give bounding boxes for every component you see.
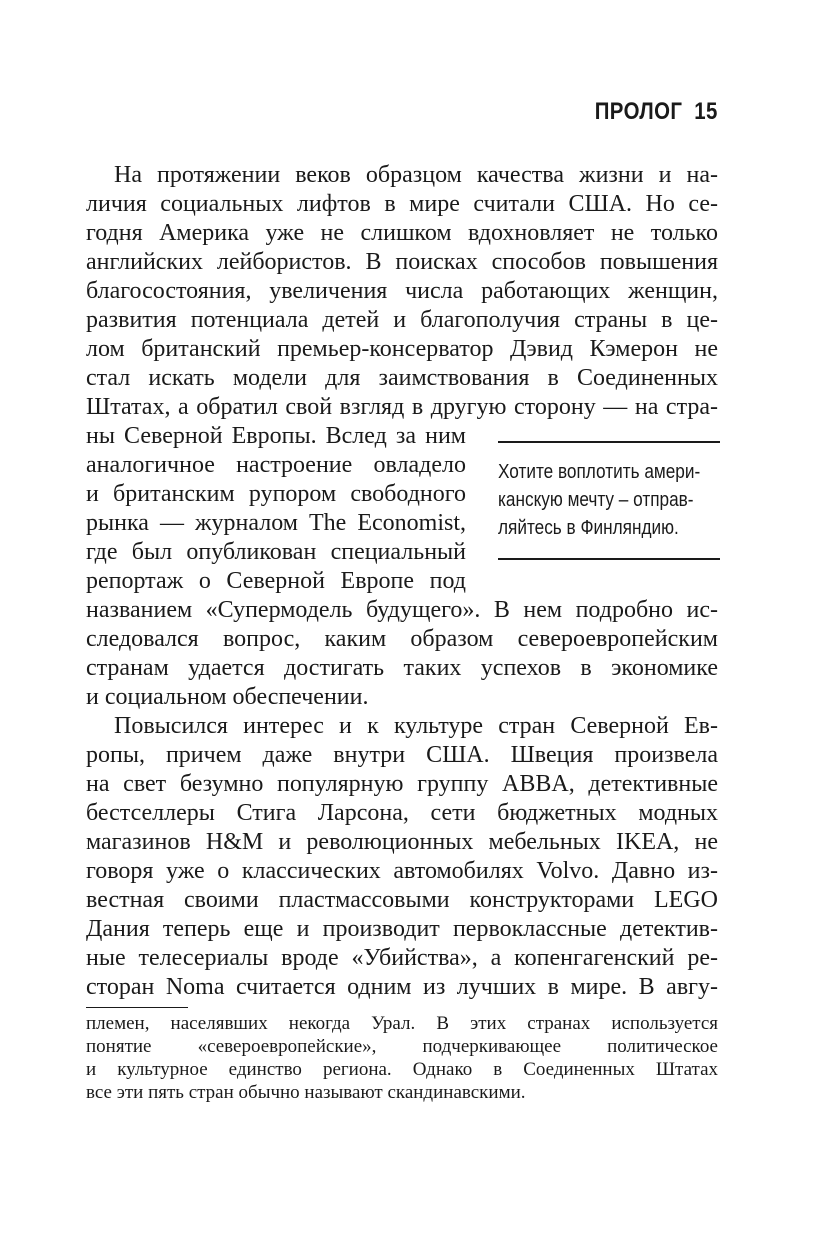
body-line: английских лейбористов. В поисках способов повышения (86, 249, 718, 275)
pull-quote-bottom-rule (498, 558, 720, 560)
body-line: где был опубликован специальный (86, 539, 466, 565)
body-line: личия социальных лифтов в мире считали США. Но се- (86, 191, 718, 217)
body-line: магазинов H&M и революционных мебельных IKEA, не (86, 829, 718, 855)
body-line: рынка — журналом The Economist, (86, 510, 466, 536)
body-line: странам удается достигать таких успехов в экономике (86, 655, 718, 681)
body-line: и британским рупором свободного (86, 481, 466, 507)
body-line: и социальном обеспечении. (86, 684, 369, 710)
body-line: Дания теперь еще и производит первоклассные детектив- (86, 916, 718, 942)
body-line: аналогичное настроение овладело (86, 452, 466, 478)
pull-quote-line: ляйтесь в Финляндию. (498, 517, 679, 539)
body-line: ные телесериалы вроде «Убийства», а копенгагенский ре- (86, 945, 718, 971)
body-line: Штатах, а обратил свой взгляд в другую сторону — на стра- (86, 394, 718, 420)
body-line: говоря уже о классических автомобилях Volvo. Давно из- (86, 858, 718, 884)
body-line: бестселлеры Стига Ларсона, сети бюджетных модных (86, 800, 718, 826)
body-line: репортаж о Северной Европе под (86, 568, 466, 594)
body-line: стал искать модели для заимствования в Соединенных (86, 365, 718, 391)
section-title: ПРОЛОГ (594, 98, 683, 125)
footnote-separator (86, 1007, 188, 1008)
body-line: годня Америка уже не слишком вдохновляет не только (86, 220, 718, 246)
footnote-line: племен, населявших некогда Урал. В этих странах используется (86, 1013, 718, 1034)
footnote-line: все эти пять стран обычно называют скандинавскими. (86, 1082, 526, 1103)
body-line: ропы, причем даже внутри США. Швеция произвела (86, 742, 718, 768)
body-line: лом британский премьер-консерватор Дэвид Кэмерон не (86, 336, 718, 362)
body-line: На протяжении веков образцом качества жизни и на- (114, 162, 718, 188)
body-line: вестная своими пластмассовыми конструкторами LEGO (86, 887, 718, 913)
body-line: ны Северной Европы. Вслед за ним (86, 423, 466, 449)
body-line: развития потенциала детей и благополучия страны в це- (86, 307, 718, 333)
pull-quote-top-rule (498, 441, 720, 443)
body-line: на свет безумно популярную группу ABBA, детективные (86, 771, 718, 797)
body-line: Повысился интерес и к культуре стран Северной Ев- (114, 713, 718, 739)
footnote-line: понятие «североевропейские», подчеркивающее политическое (86, 1036, 718, 1057)
body-line: благосостояния, увеличения числа работающих женщин, (86, 278, 718, 304)
body-line: следовался вопрос, каким образом североевропейским (86, 626, 718, 652)
pull-quote-line: Хотите воплотить амери- (498, 461, 701, 483)
body-line: сторан Noma считается одним из лучших в мире. В авгу- (86, 974, 718, 1000)
footnote-line: и культурное единство региона. Однако в Соединенных Штатах (86, 1059, 718, 1080)
running-header (595, 98, 718, 126)
pull-quote-line: канскую мечту – отправ- (498, 489, 694, 511)
page-number: 15 (694, 98, 718, 125)
body-line: названием «Супермодель будущего». В нем подробно ис- (86, 597, 718, 623)
